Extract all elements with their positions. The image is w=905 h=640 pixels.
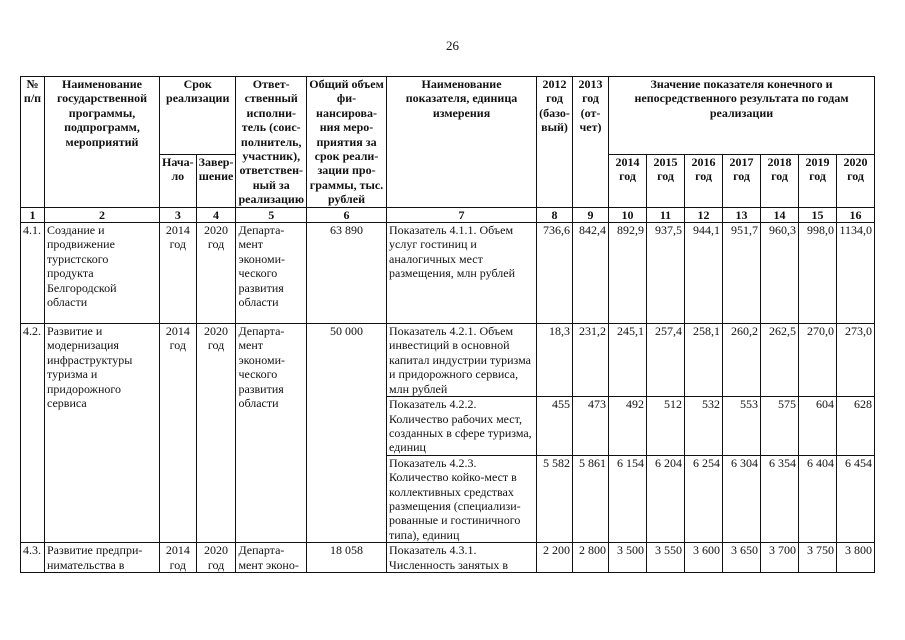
header-2013: 2013 год (от- чет) [573,77,609,208]
indicator-value: 6 254 [685,455,723,542]
indicator-value: 258,1 [685,324,723,397]
indicator-value: 5 861 [573,455,609,542]
indicator-value: 1134,0 [837,223,875,324]
indicator-value: 3 750 [799,543,837,573]
header-year: 2016 год [685,155,723,208]
end-year: 2020 год [196,543,236,573]
indicator-value: 6 354 [761,455,799,542]
activity-name: Развитие и модернизация инфраструктуры туризма и придорожного сервиса [45,324,160,543]
indicator-value: 257,4 [647,324,685,397]
end-year: 2020 год [196,324,236,543]
column-number: 9 [573,207,609,222]
indicator-name: Показатель 4.2.1. Объем инвестиций в основной капитал индустрии туризма и придорожного сервиса, млн рублей [387,324,537,397]
indicator-name: Показатель 4.2.3. Количество койко-мест в коллективных средствах размещения (специализи- рованные и гостиничного типа), единиц [387,455,537,542]
header-volume: Общий объем фи- нансирова- ния меро- приятия за срок реали- зации про- граммы, тыс. рублей [307,77,387,208]
indicator-name: Показатель 4.3.1. Численность занятых в [387,543,537,573]
indicator-value: 473 [573,397,609,456]
indicator-value: 273,0 [837,324,875,397]
header-responsible: Ответ- ственный исполни- тель (соис- полнитель, участник), ответствен- ный за реализацию [236,77,307,208]
indicator-value: 628 [837,397,875,456]
column-number: 8 [537,207,573,222]
header-year: 2014 год [609,155,647,208]
funding-volume: 50 000 [307,324,387,543]
column-number: 2 [45,207,160,222]
header-year: 2018 год [761,155,799,208]
column-number-row [21,207,875,222]
responsible: Департа- мент эконо- [236,543,307,573]
indicator-value: 3 600 [685,543,723,573]
column-number: 5 [236,207,307,222]
indicator-value: 3 550 [647,543,685,573]
indicator-value: 736,6 [537,223,573,324]
indicator-value: 842,4 [573,223,609,324]
header-year: 2019 год [799,155,837,208]
header-num: № п/п [21,77,45,208]
start-year: 2014 год [160,543,197,573]
row-number: 4.2. [21,324,45,543]
indicator-value: 2 200 [537,543,573,573]
indicator-value: 951,7 [723,223,761,324]
page-number: 26 [446,38,459,53]
indicator-value: 6 404 [799,455,837,542]
column-number: 14 [761,207,799,222]
header-values: Значение показателя конечного и непосредственного результата по годам реализации [609,77,875,155]
table-row [21,223,875,324]
column-number: 7 [387,207,537,222]
indicator-value: 532 [685,397,723,456]
row-number: 4.3. [21,543,45,573]
indicator-value: 960,3 [761,223,799,324]
indicator-value: 892,9 [609,223,647,324]
indicator-value: 18,3 [537,324,573,397]
funding-volume: 63 890 [307,223,387,324]
indicator-value: 6 204 [647,455,685,542]
indicator-value: 492 [609,397,647,456]
indicator-value: 260,2 [723,324,761,397]
table-row [21,324,875,397]
responsible: Департа- мент экономи- ческого развития области [236,324,307,543]
indicator-value: 245,1 [609,324,647,397]
column-number: 4 [196,207,236,222]
indicator-value: 944,1 [685,223,723,324]
indicator-value: 2 800 [573,543,609,573]
table-row [21,543,875,573]
row-number: 4.1. [21,223,45,324]
activity-name: Создание и продвижение туристского продукта Белгородской области [45,223,160,324]
activity-name: Развитие предпри- нимательства в [45,543,160,573]
column-number: 6 [307,207,387,222]
end-year: 2020 год [196,223,236,324]
responsible: Департа- мент экономи- ческого развития области [236,223,307,324]
column-number: 16 [837,207,875,222]
indicator-value: 553 [723,397,761,456]
indicator-value: 231,2 [573,324,609,397]
header-name: Наименование государственной программы, подпрограмм, мероприятий [45,77,160,208]
start-year: 2014 год [160,324,197,543]
indicator-value: 6 454 [837,455,875,542]
program-table [20,76,875,573]
header-term: Срок реализации [160,77,236,155]
indicator-value: 604 [799,397,837,456]
indicator-value: 512 [647,397,685,456]
indicator-value: 3 800 [837,543,875,573]
column-number: 11 [647,207,685,222]
indicator-value: 5 582 [537,455,573,542]
indicator-value: 575 [761,397,799,456]
indicator-value: 998,0 [799,223,837,324]
indicator-value: 6 154 [609,455,647,542]
column-number: 15 [799,207,837,222]
indicator-value: 3 650 [723,543,761,573]
header-end: Завер- шение [196,155,236,208]
indicator-value: 3 500 [609,543,647,573]
header-year: 2017 год [723,155,761,208]
column-number: 1 [21,207,45,222]
header-year: 2015 год [647,155,685,208]
indicator-value: 3 700 [761,543,799,573]
indicator-value: 6 304 [723,455,761,542]
header-start: Нача- ло [160,155,197,208]
indicator-value: 262,5 [761,324,799,397]
indicator-name: Показатель 4.1.1. Объем услуг гостиниц и аналогичных мест размещения, млн рублей [387,223,537,324]
indicator-value: 937,5 [647,223,685,324]
indicator-value: 270,0 [799,324,837,397]
column-number: 13 [723,207,761,222]
column-number: 3 [160,207,197,222]
header-year: 2020 год [837,155,875,208]
column-number: 12 [685,207,723,222]
column-number: 10 [609,207,647,222]
funding-volume: 18 058 [307,543,387,573]
header-indicator: Наименование показателя, единица измерения [387,77,537,208]
indicator-name: Показатель 4.2.2. Количество рабочих мест, созданных в сфере туризма, единиц [387,397,537,456]
start-year: 2014 год [160,223,197,324]
indicator-value: 455 [537,397,573,456]
header-2012: 2012 год (базо- вый) [537,77,573,208]
